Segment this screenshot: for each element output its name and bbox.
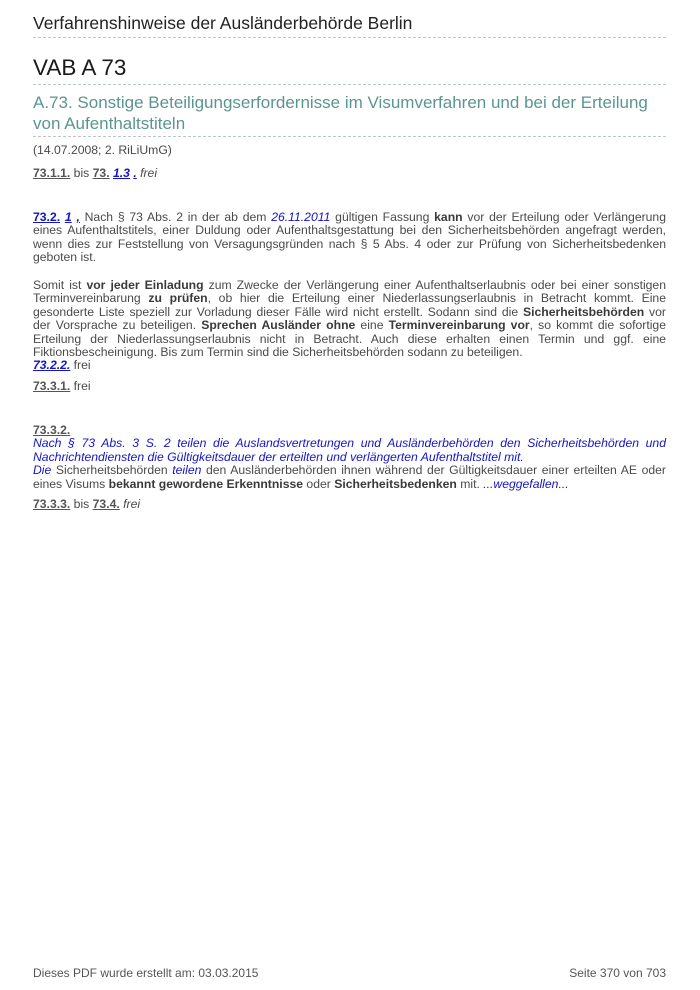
- header-divider: [33, 37, 666, 38]
- text-weggefallen: ...weggefallen...: [483, 476, 569, 491]
- bold-zu-pruefen: zu prüfen: [148, 291, 208, 306]
- ref-link-73-2-2[interactable]: 73.2.2.: [33, 358, 71, 373]
- text-73-3-2-d: mit.: [456, 476, 484, 491]
- text-somit-3: , ob hier die Erteilung einer Niederlassungserlaubnis in Betracht kommt. Eine gesonderte Liste speziell zur Vorladung dieser Fälle wird nicht erstellt. Sodann sind die: [33, 291, 666, 319]
- bold-sicherheitsbehoerden: Sicherheitsbehörden: [522, 304, 645, 319]
- paragraph-73-1: [33, 167, 666, 180]
- text-bis: bis: [70, 497, 93, 511]
- paragraph-somit: [33, 279, 666, 373]
- italic-note: Nach § 73 Abs. 3 S. 2 teilen die Auslandsvertretungen und Ausländerbehörden den Sicherheitsbehörden und Nachrichtendiensten die Gültigkeitsdauer der erteilten und verlängerten Aufenthaltstitel mit.: [33, 436, 666, 464]
- paragraph-73-3-3: [33, 498, 666, 511]
- paragraph-73-2: [33, 211, 666, 265]
- text-somit-2: zum Zwecke der Verlängerung einer Aufenthaltserlaubnis oder bei einer sonstigen Terminvereinbarung: [33, 278, 666, 306]
- text-frei: frei: [123, 497, 141, 511]
- text-73-2-a: Nach § 73 Abs. 2 in der ab dem: [79, 210, 272, 224]
- ref-link-73[interactable]: 73.: [92, 166, 110, 180]
- italic-teilen: teilen: [172, 463, 202, 478]
- heading-divider: [33, 136, 666, 137]
- ref-link-73-2-1[interactable]: 1: [64, 210, 72, 224]
- footer-created: Dieses PDF wurde erstellt am: 03.03.2015: [33, 966, 259, 980]
- text-73-2-c: vor der Erteilung oder Verlängerung eines Aufenthaltstitels, einer Duldung oder Aufenthaltsgestattung bei den Sicherheitsbehörden angefragt werden, wenn dies zur Feststellung von Versagungsgründen nach § 5 Abs. 4 oder zur Prüfung von Sicherheitsbedenken geboten ist.: [33, 210, 666, 265]
- bold-sprechen-auslaender: Sprechen Ausländer ohne: [201, 318, 356, 333]
- title-divider: [33, 84, 666, 85]
- document-title: VAB A 73: [33, 55, 127, 80]
- bold-sicherheitsbedenken: Sicherheitsbedenken: [334, 476, 457, 491]
- text-73-3-2-b: den Ausländerbehörden ihnen während der Gültigkeitsdauer einer erteilten AE oder eines Visums: [33, 463, 666, 491]
- text-frei: frei: [70, 379, 91, 393]
- ref-link-73-3-2[interactable]: 73.3.2.: [33, 423, 71, 437]
- date-value: 26.11.2011: [271, 210, 331, 224]
- bold-terminvereinbarung: Terminvereinbarung vor: [388, 318, 530, 333]
- ref-link-73-3-3[interactable]: 73.3.3.: [33, 497, 71, 511]
- text-73-2-b: gültigen Fassung: [330, 210, 435, 224]
- ref-link-73-4[interactable]: 73.4.: [92, 497, 120, 511]
- text-bis: bis: [70, 166, 93, 180]
- text-somit-4: vor der Vorsprache zu beteiligen.: [33, 304, 666, 333]
- bold-erkenntnisse: bekannt gewordene Erkenntnisse: [108, 476, 304, 491]
- date-line: (14.07.2008; 2. RiLiUmG): [33, 143, 172, 157]
- text-somit-5: eine: [355, 318, 389, 333]
- bold-vor-jeder-einladung: vor jeder Einladung: [86, 278, 204, 292]
- text-73-3-2-a: Sicherheitsbehörden: [51, 463, 173, 478]
- text-somit-6: , so kommt die sofortige Erteilung der Niederlassungserlaubnis nicht in Betracht. Auch diese erhalten einen Termin und ggf. eine Fiktionsbescheinigung. Bis zum Termin sind die Sicherheitsbehörden sodann zu beteiligen.: [33, 318, 666, 360]
- ref-link-comma[interactable]: ,: [76, 210, 80, 224]
- paragraph-73-3-1: [33, 380, 666, 393]
- ref-link-73-2[interactable]: 73.2.: [33, 210, 61, 224]
- ref-link-73-3-1[interactable]: 73.3.1.: [33, 379, 71, 393]
- text-frei: frei: [140, 166, 158, 180]
- bold-kann: kann: [434, 210, 463, 224]
- ref-link-1-3[interactable]: 1.3: [112, 166, 130, 180]
- italic-die: Die: [33, 463, 52, 478]
- section-heading: A.73. Sonstige Beteiligungserfordernisse im Visumverfahren und bei der Erteilung von Aufenthaltstiteln: [33, 93, 648, 133]
- ref-link-dot[interactable]: .: [133, 166, 137, 180]
- text-frei: frei: [70, 358, 91, 373]
- text-73-3-2-c: oder: [303, 476, 335, 491]
- paragraph-73-3-2: [33, 424, 666, 491]
- header-title: Verfahrenshinweise der Ausländerbehörde Berlin: [33, 13, 413, 33]
- ref-link-73-1-1[interactable]: 73.1.1.: [33, 166, 71, 180]
- footer-page-number: Seite 370 von 703: [569, 966, 666, 980]
- text-somit-1: Somit ist: [33, 278, 87, 292]
